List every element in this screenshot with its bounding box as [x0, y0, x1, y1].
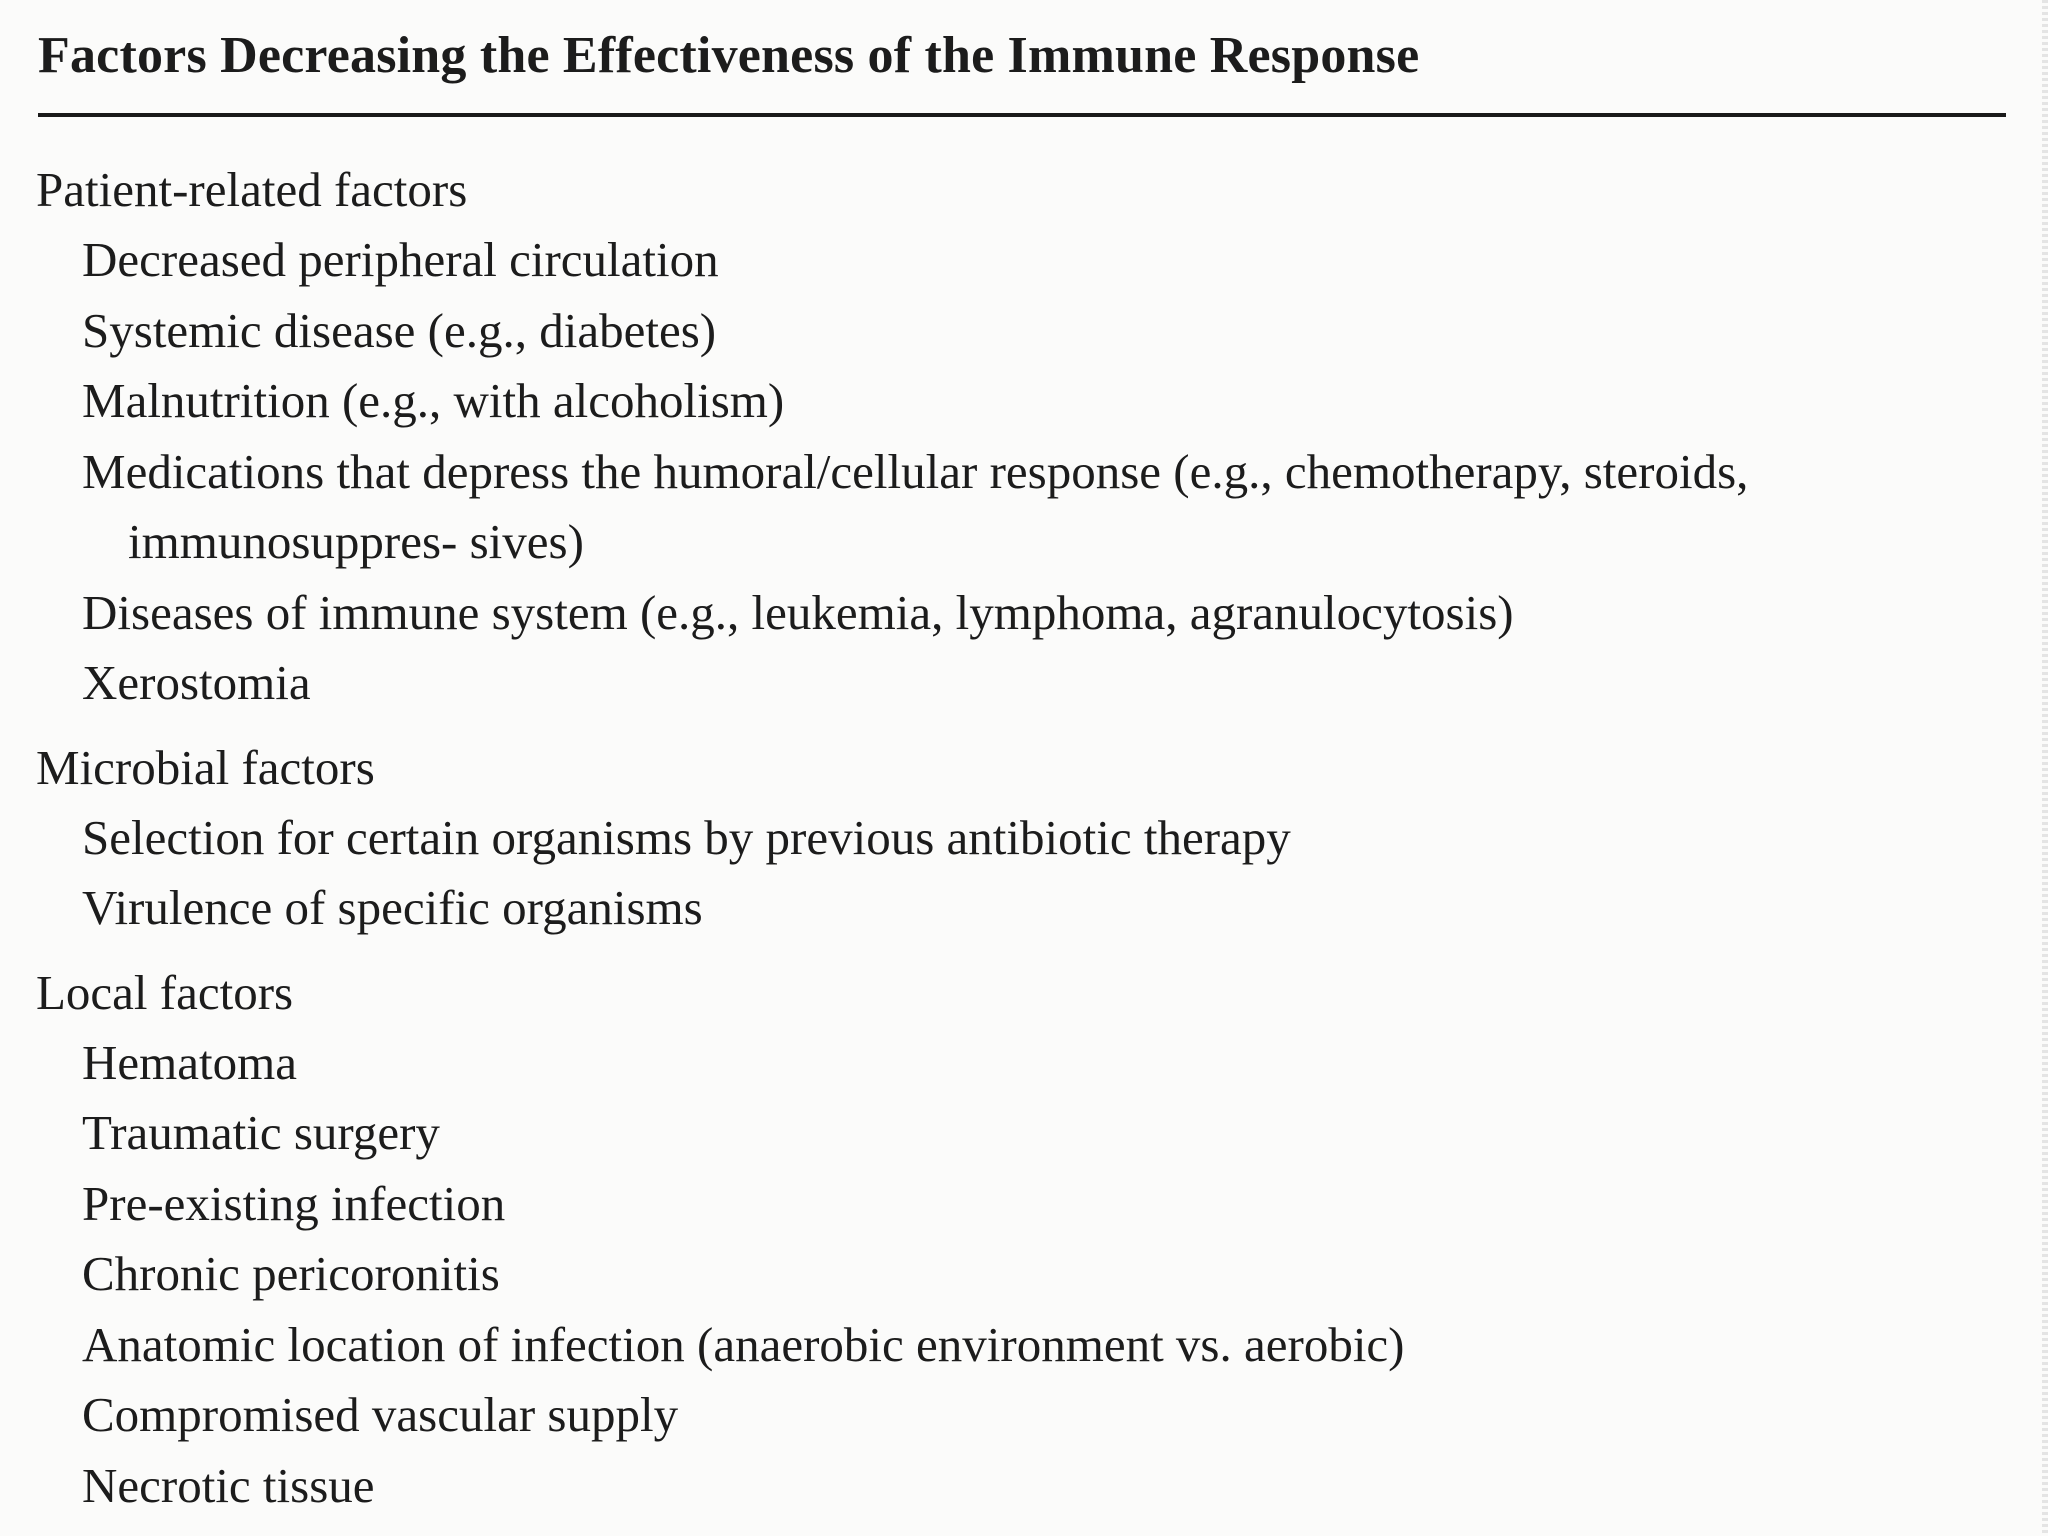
list-item: Virulence of specific organisms [82, 880, 703, 935]
list-item: Compromised vascular supply [82, 1387, 679, 1442]
section-microbial [0, 733, 2048, 944]
section-heading: Local factors [36, 964, 294, 1020]
list-item: Hematoma [82, 1034, 297, 1090]
section-heading: Patient-related factors [36, 162, 468, 217]
list-item: Necrotic tissue [82, 1457, 375, 1513]
list-item: Diseases of immune system (e.g., leukemia, lymphoma, agranulocytosis) [82, 584, 1514, 640]
list-item: Medications that depress the humoral/cellular response (e.g., chemotherapy, steroids, immunosuppres- sives) [82, 443, 1749, 569]
list-item: Anatomic location of infection (anaerobic environment vs. aerobic) [82, 1316, 1405, 1372]
list-item: Chronic pericoronitis [82, 1246, 500, 1301]
section-heading: Microbial factors [36, 739, 375, 795]
page-edge [2042, 0, 2048, 1536]
title-rule [38, 113, 2006, 117]
factor-list [0, 155, 2048, 1521]
list-item: Systemic disease (e.g., diabetes) [82, 302, 717, 358]
list-item: Pre-existing infection [82, 1175, 506, 1231]
table-title: Factors Decreasing the Effectiveness of the Immune Response [38, 27, 1420, 84]
section-patient-related [0, 155, 2048, 719]
section-local [0, 958, 2048, 1522]
list-item: Decreased peripheral circulation [82, 232, 719, 287]
list-item: Malnutrition (e.g., with alcoholism) [82, 373, 785, 428]
list-item: Traumatic surgery [82, 1105, 440, 1160]
list-item: Selection for certain organisms by previous antibiotic therapy [82, 809, 1291, 865]
list-item: Xerostomia [82, 655, 311, 710]
